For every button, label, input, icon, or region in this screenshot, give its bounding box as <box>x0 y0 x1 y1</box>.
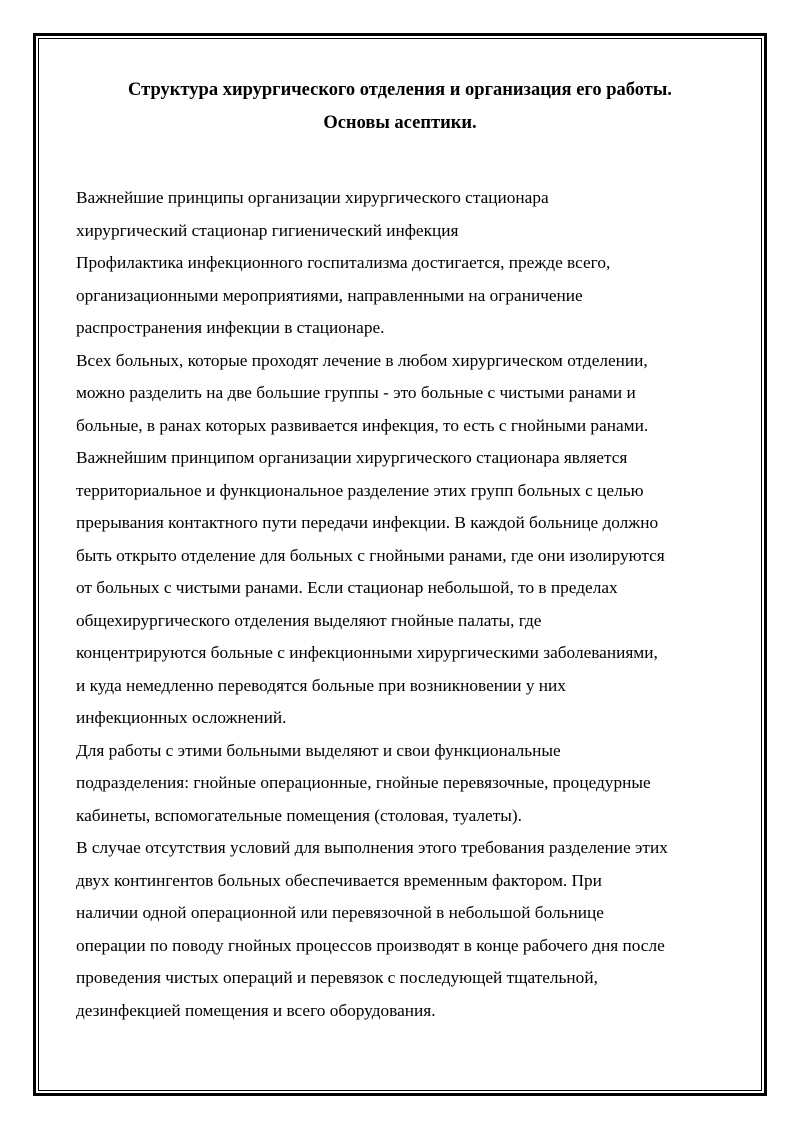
body-line: территориальное и функциональное разделение этих групп больных с целью <box>76 480 644 500</box>
body-line: быть открыто отделение для больных с гнойными ранами, где они изолируются <box>76 545 665 565</box>
document-title <box>40 74 760 140</box>
body-line: Профилактика инфекционного госпитализма достигается, прежде всего, <box>76 253 611 272</box>
body-line: Всех больных, которые проходят лечение в любом хирургическом отделении, <box>76 350 648 370</box>
body-line: Важнейшим принципом организации хирургического стационара является <box>76 448 628 467</box>
document-body <box>76 182 736 1027</box>
body-line: Для работы с этими больными выделяют и свои функциональные <box>76 740 561 760</box>
body-line: концентрируются больные с инфекционными хирургическими заболеваниями, <box>76 643 658 662</box>
title-line: Структура хирургического отделения и организация его работы. <box>128 80 672 100</box>
body-line: общехирургического отделения выделяют гнойные палаты, где <box>76 610 542 630</box>
body-line: больные, в ранах которых развивается инфекция, то есть с гнойными ранами. <box>76 415 649 435</box>
body-line: и куда немедленно переводятся больные при возникновении у них <box>76 675 566 695</box>
body-line: от больных с чистыми ранами. Если стационар небольшой, то в пределах <box>76 578 618 597</box>
body-line: кабинеты, вспомогательные помещения (столовая, туалеты). <box>76 805 522 825</box>
body-line: Важнейшие принципы организации хирургического стационара <box>76 188 549 207</box>
body-line: двух контингентов больных обеспечивается временным фактором. При <box>76 870 602 890</box>
body-line: можно разделить на две большие группы - это больные с чистыми ранами и <box>76 383 636 402</box>
body-line: распространения инфекции в стационаре. <box>76 318 385 337</box>
body-line: операции по поводу гнойных процессов производят в конце рабочего дня после <box>76 935 665 955</box>
body-line: инфекционных осложнений. <box>76 708 287 727</box>
body-line: прерывания контактного пути передачи инфекции. В каждой больнице должно <box>76 513 659 532</box>
body-line: проведения чистых операций и перевязок с последующей тщательной, <box>76 968 598 987</box>
body-line: подразделения: гнойные операционные, гнойные перевязочные, процедурные <box>76 773 651 792</box>
body-line: В случае отсутствия условий для выполнения этого требования разделение этих <box>76 838 668 857</box>
body-line: организационными мероприятиями, направленными на ограничение <box>76 285 583 305</box>
title-line: Основы асептики. <box>323 113 477 133</box>
body-line: дезинфекцией помещения и всего оборудования. <box>76 1000 436 1020</box>
body-line: хирургический стационар гигиенический инфекция <box>76 220 459 240</box>
body-line: наличии одной операционной или перевязочной в небольшой больнице <box>76 903 604 922</box>
